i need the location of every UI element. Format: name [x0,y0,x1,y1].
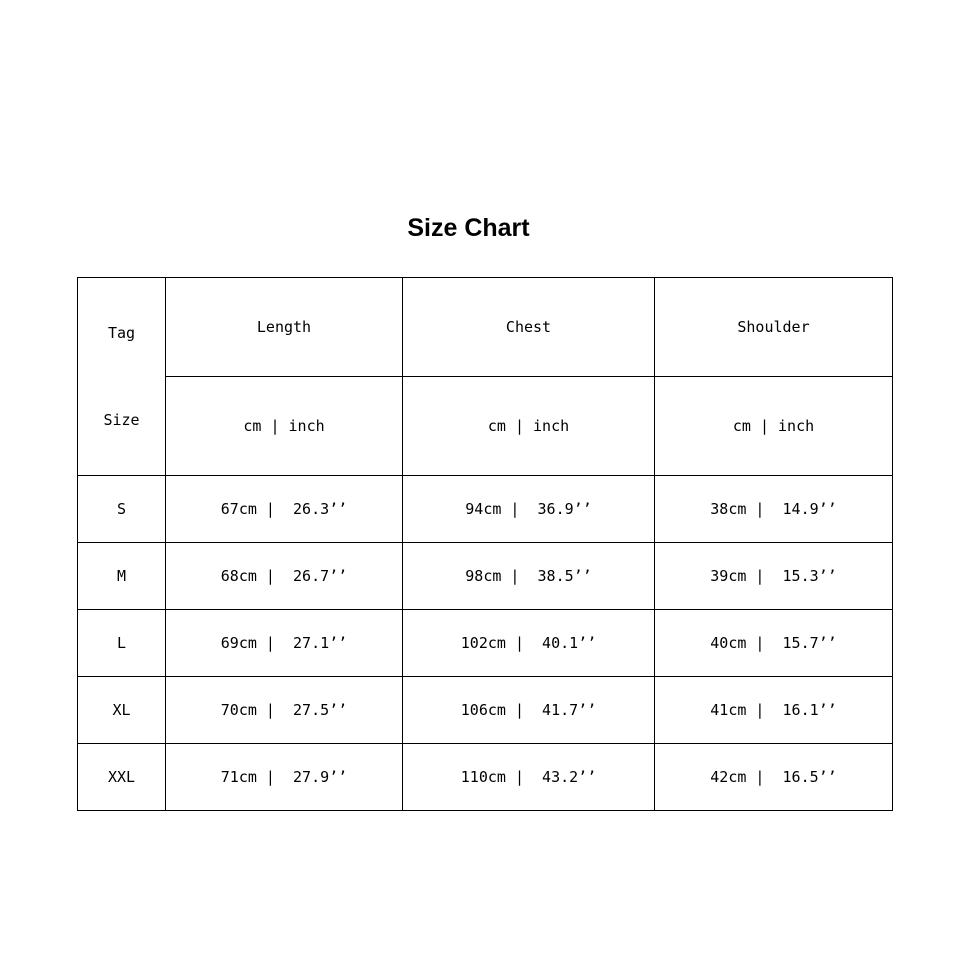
table-row [78,677,893,744]
tag-size-header [78,278,166,476]
size-cell: S [78,476,166,543]
tag-label: Tag [107,324,136,342]
shoulder-cell: 42cm | 16.5’’ [655,744,893,811]
table-row [78,744,893,811]
shoulder-cell: 40cm | 15.7’’ [655,610,893,677]
size-chart-table [77,277,893,811]
page-title: Size Chart [407,214,530,242]
column-header-chest: Chest [403,278,655,377]
size-cell: M [78,543,166,610]
length-cell: 67cm | 26.3’’ [166,476,403,543]
unit-label-shoulder: cm | inch [655,377,893,476]
table-row [78,476,893,543]
table-row [78,543,893,610]
column-header-length: Length [166,278,403,377]
unit-label-length: cm | inch [166,377,403,476]
length-cell: 70cm | 27.5’’ [166,677,403,744]
unit-row [78,377,893,476]
chest-cell: 102cm | 40.1’’ [403,610,655,677]
chest-cell: 94cm | 36.9’’ [403,476,655,543]
size-label: Size [103,411,140,429]
table-row [78,610,893,677]
chest-cell: 106cm | 41.7’’ [403,677,655,744]
length-cell: 68cm | 26.7’’ [166,543,403,610]
shoulder-cell: 39cm | 15.3’’ [655,543,893,610]
shoulder-cell: 41cm | 16.1’’ [655,677,893,744]
length-cell: 69cm | 27.1’’ [166,610,403,677]
shoulder-cell: 38cm | 14.9’’ [655,476,893,543]
size-cell: L [78,610,166,677]
length-cell: 71cm | 27.9’’ [166,744,403,811]
unit-label-chest: cm | inch [403,377,655,476]
size-cell: XXL [78,744,166,811]
header-row [78,278,893,377]
column-header-shoulder: Shoulder [655,278,893,377]
chest-cell: 110cm | 43.2’’ [403,744,655,811]
chest-cell: 98cm | 38.5’’ [403,543,655,610]
size-cell: XL [78,677,166,744]
